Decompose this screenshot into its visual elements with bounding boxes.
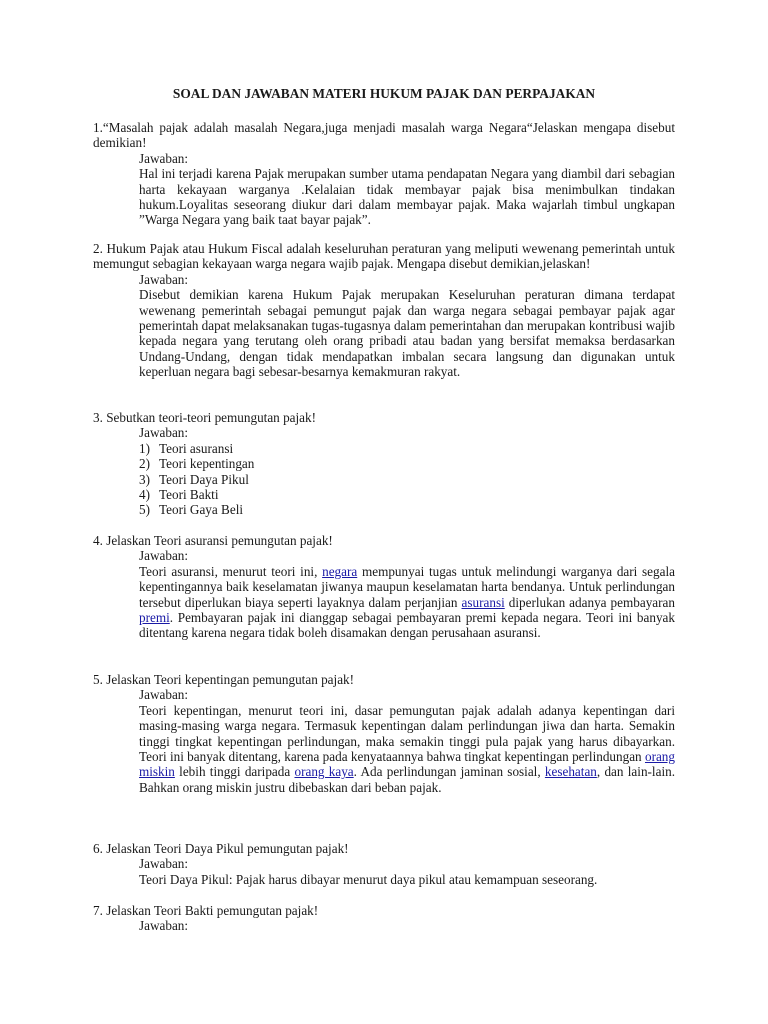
question-3: 3. Sebutkan teori-teori pemungutan pajak!: [93, 410, 317, 425]
link-orang-miskin[interactable]: orang miskin: [139, 749, 675, 780]
question-7-block: [93, 903, 675, 934]
link-negara[interactable]: negara: [322, 563, 358, 579]
jawaban-label-5: Jawaban:: [139, 687, 189, 703]
question-1: 1.“Masalah pajak adalah masalah Negara,juga menjadi masalah warga Negara“Jelaskan mengapa disebut demikian!: [93, 120, 675, 151]
list-item: 1) Teori asuransi: [139, 440, 234, 456]
answer-4: Teori asuransi, menurut teori ini, negara mempunyai tugas untuk melindungi warganya dari segala kepentingannya baik keselamatan jiwanya maupun keselamatan harta bendanya. Untuk perlindungan tersebut diperlukan biaya seperti layaknya dalam perjanjian asuransi diperlukan adanya pembayaran premi. Pembayaran pajak ini dianggap sebagai pembayaran premi kepada negara. Teori ini banyak ditentang karena negara tidak boleh disamakan dengan perusahaan asuransi.: [139, 563, 675, 641]
list-item: 2) Teori kepentingan: [139, 456, 255, 472]
question-7: 7. Jelaskan Teori Bakti pemungutan pajak!: [93, 903, 319, 918]
theory-list: [139, 441, 675, 518]
question-4-block: [93, 533, 675, 641]
question-4: 4. Jelaskan Teori asuransi pemungutan pajak!: [93, 533, 333, 548]
answer-1: Hal ini terjadi karena Pajak merupakan sumber utama pendapatan Negara yang diambil dari sebagian harta kekayaan warganya .Kelalaian tidak membayar pajak bisa menimbulkan tindakan hukum.Loyalitas seseorang diukur dari dalam membayar pajak. Maka wajarlah timbul ungkapan ”Warga Negara yang baik taat bayar pajak”.: [139, 166, 675, 228]
answer-5: Teori kepentingan, menurut teori ini, dasar pemungutan pajak adalah adanya kepentingan dari masing-masing warga negara. Termasuk kepentingan dalam perlindungan jiwa dan harta. Semakin tinggi tingkat kepentingan perlindungan, maka semakin tinggi pula pajak yang harus dibayarkan. Teori ini banyak ditentang, karena pada kenyataannya bahwa tingkat kepentingan perlindungan orang miskin lebih tinggi daripada orang kaya. Ada perlindungan jaminan sosial, kesehatan, dan lain-lain. Bahkan orang miskin justru dibebaskan dari beban pajak.: [139, 702, 676, 795]
list-item: 3) Teori Daya Pikul: [139, 471, 249, 487]
list-item: 5) Teori Gaya Beli: [139, 502, 244, 518]
question-5: 5. Jelaskan Teori kepentingan pemungutan pajak!: [93, 672, 355, 687]
answer-2: Disebut demikian karena Hukum Pajak merupakan Keseluruhan peraturan dimana terdapat wewenang pemerintah sebagai pemungut pajak dan warga negara sebagai pembayar pajak agar pemerintah dapat melaksanakan tugas-tugasnya dalam pemerintahan dan merupakan kontribusi wajib kepada negara yang terutang oleh orang pribadi atau badan yang bersifat memaksa berdasarkan Undang-Undang, dengan tidak mendapatkan imbalan secara langsung dan digunakan untuk keperluan negara bagi sebesar-besarnya kemakmuran rakyat.: [139, 287, 675, 380]
link-orang-kaya[interactable]: orang kaya: [294, 764, 354, 780]
jawaban-label-6: Jawaban:: [139, 856, 189, 872]
jawaban-label-4: Jawaban:: [139, 548, 189, 564]
question-5-block: [93, 672, 675, 795]
question-2-block: [93, 241, 675, 380]
answer-6: Teori Daya Pikul: Pajak harus dibayar menurut daya pikul atau kemampuan seseorang.: [139, 871, 598, 887]
document-title: SOAL DAN JAWABAN MATERI HUKUM PAJAK DAN PERPAJAKAN: [172, 86, 596, 101]
link-kesehatan[interactable]: kesehatan: [544, 764, 597, 780]
question-6: 6. Jelaskan Teori Daya Pikul pemungutan pajak!: [93, 841, 349, 856]
jawaban-label-2: Jawaban:: [139, 271, 189, 287]
jawaban-label-7: Jawaban:: [139, 918, 189, 934]
question-2: 2. Hukum Pajak atau Hukum Fiscal adalah keseluruhan peraturan yang meliputi wewenang pemerintah untuk memungut sebagian kekayaan warga negara wajib pajak. Mengapa disebut demikian,jelaskan!: [93, 241, 675, 272]
jawaban-label-3: Jawaban:: [139, 425, 189, 441]
list-item: 4) Teori Bakti: [139, 487, 219, 503]
link-asuransi[interactable]: asuransi: [461, 594, 505, 610]
link-premi[interactable]: premi: [139, 610, 170, 626]
question-1-block: [93, 120, 675, 228]
question-6-block: [93, 841, 675, 887]
jawaban-label-1: Jawaban:: [139, 150, 189, 166]
question-3-block: [93, 410, 675, 518]
